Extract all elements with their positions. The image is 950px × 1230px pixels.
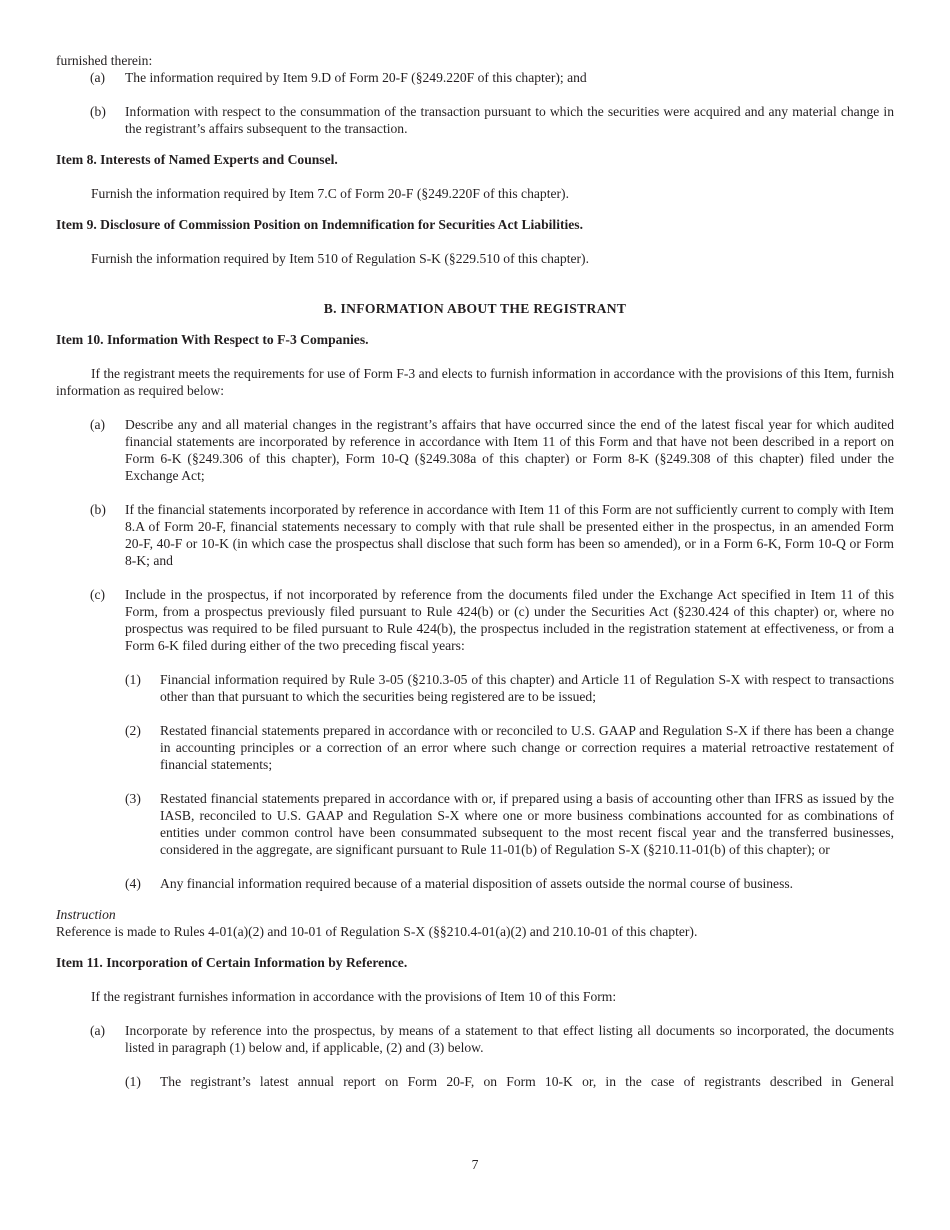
list-label: (a) <box>90 417 106 432</box>
list-item-7b <box>56 103 894 137</box>
list-text: Financial information required by Rule 3-05 (§210.3-05 of this chapter) and Article 11 of Regulation S-X with respect to transactions other than that pursuant to which the securities being registered are to be issued; <box>160 672 894 704</box>
list-label: (b) <box>90 104 106 119</box>
item8-body: Furnish the information required by Item 7.C of Form 20-F (§249.220F of this chapter). <box>91 186 569 201</box>
list-label: (1) <box>125 672 141 687</box>
list-text: Information with respect to the consummation of the transaction pursuant to which the securities were acquired and any material change in the registrant’s affairs subsequent to the transaction. <box>125 104 894 136</box>
list-label: (c) <box>90 587 106 602</box>
list-text: The information required by Item 9.D of Form 20-F (§249.220F of this chapter); and <box>125 70 587 85</box>
list-item-7a <box>56 69 894 86</box>
list-label: (1) <box>125 1074 141 1089</box>
item10-heading: Item 10. Information With Respect to F-3 Companies. <box>56 332 369 347</box>
list-item-10c-2 <box>56 722 894 773</box>
list-text: Restated financial statements prepared in accordance with or reconciled to U.S. GAAP and Regulation S-X if there has been a change in accounting principles or a correction of an error where such change or correction requires a material retroactive restatement of financial statements; <box>160 723 894 772</box>
instruction-label: Instruction <box>56 907 116 922</box>
list-text: If the financial statements incorporated by reference in accordance with Item 11 of this Form are not sufficiently current to comply with Item 8.A of Form 20-F, financial statements necessary to comply with that rule shall be presented either in the prospectus, in an amended Form 20-F, 40-F or 10-K (in which case the prospectus shall disclose that such form has been so amended), or in a Form 6-K, Form 10-Q or Form 8-K; and <box>125 502 894 568</box>
item8-heading: Item 8. Interests of Named Experts and Counsel. <box>56 152 338 167</box>
instruction-text: Reference is made to Rules 4-01(a)(2) and 10-01 of Regulation S-X (§§210.4-01(a)(2) and 210.10-01 of this chapter). <box>56 924 698 939</box>
list-text: Restated financial statements prepared in accordance with or, if prepared using a basis of accounting other than IFRS as issued by the IASB, reconciled to U.S. GAAP and Regulation S-X where one or more business combinations accounted for as combinations of entities under common control have been consummated subsequent to the most recent fiscal year and the transferred businesses, considered in the aggregate, are significant pursuant to Rule 11-01(b) of Regulation S-X (§210.11-01(b) of this chapter); or <box>160 791 894 857</box>
list-item-10c-4 <box>56 875 894 892</box>
list-item-11a-1 <box>56 1073 894 1090</box>
list-label: (4) <box>125 876 141 891</box>
item10-intro: If the registrant meets the requirements for use of Form F-3 and elects to furnish information in accordance with the provisions of this Item, furnish information as required below: <box>56 366 894 398</box>
list-label: (2) <box>125 723 141 738</box>
list-item-10c-1 <box>56 671 894 705</box>
section-b-heading: B. INFORMATION ABOUT THE REGISTRANT <box>323 301 627 316</box>
intro-fragment: furnished therein: <box>56 53 153 68</box>
list-label: (3) <box>125 791 141 806</box>
list-text: The registrant’s latest annual report on Form 20-F, on Form 10-K or, in the case of registrants described in General <box>160 1074 894 1089</box>
list-label: (a) <box>90 70 106 85</box>
list-text: Describe any and all material changes in the registrant’s affairs that have occurred since the end of the latest fiscal year for which audited financial statements are incorporated by reference in accordance with Item 11 of this Form and that have not been described in a report on Form 6-K (§249.306 of this chapter), Form 10-Q (§249.308a of this chapter) or Form 8-K (§249.308 of this chapter) filed under the Exchange Act; <box>125 417 894 483</box>
list-item-11a <box>56 1022 894 1056</box>
item9-body: Furnish the information required by Item 510 of Regulation S-K (§229.510 of this chapter). <box>91 251 589 266</box>
list-label: (b) <box>90 502 106 517</box>
document-page <box>56 52 894 1090</box>
list-item-10c <box>56 586 894 654</box>
list-text: Incorporate by reference into the prospectus, by means of a statement to that effect listing all documents so incorporated, the documents listed in paragraph (1) below and, if applicable, (2) and (3) below. <box>125 1023 894 1055</box>
list-text: Any financial information required because of a material disposition of assets outside the normal course of business. <box>160 876 794 891</box>
list-item-10b <box>56 501 894 569</box>
list-item-10a <box>56 416 894 484</box>
list-text: Include in the prospectus, if not incorporated by reference from the documents filed under the Exchange Act specified in Item 11 of this Form, from a prospectus previously filed pursuant to Rule 424(b) or (c) under the Securities Act (§230.424 of this chapter) or, where no prospectus was required to be filed pursuant to Rule 424(b), the prospectus included in the registration statement at effectiveness, or from a Form 6-K filed during either of the two preceding fiscal years: <box>125 587 894 653</box>
list-label: (a) <box>90 1023 106 1038</box>
item11-intro: If the registrant furnishes information in accordance with the provisions of Item 10 of this Form: <box>91 989 617 1004</box>
list-item-10c-3 <box>56 790 894 858</box>
item11-heading: Item 11. Incorporation of Certain Information by Reference. <box>56 955 408 970</box>
item9-heading: Item 9. Disclosure of Commission Position on Indemnification for Securities Act Liabilities. <box>56 217 583 232</box>
page-number: 7 <box>471 1157 479 1172</box>
